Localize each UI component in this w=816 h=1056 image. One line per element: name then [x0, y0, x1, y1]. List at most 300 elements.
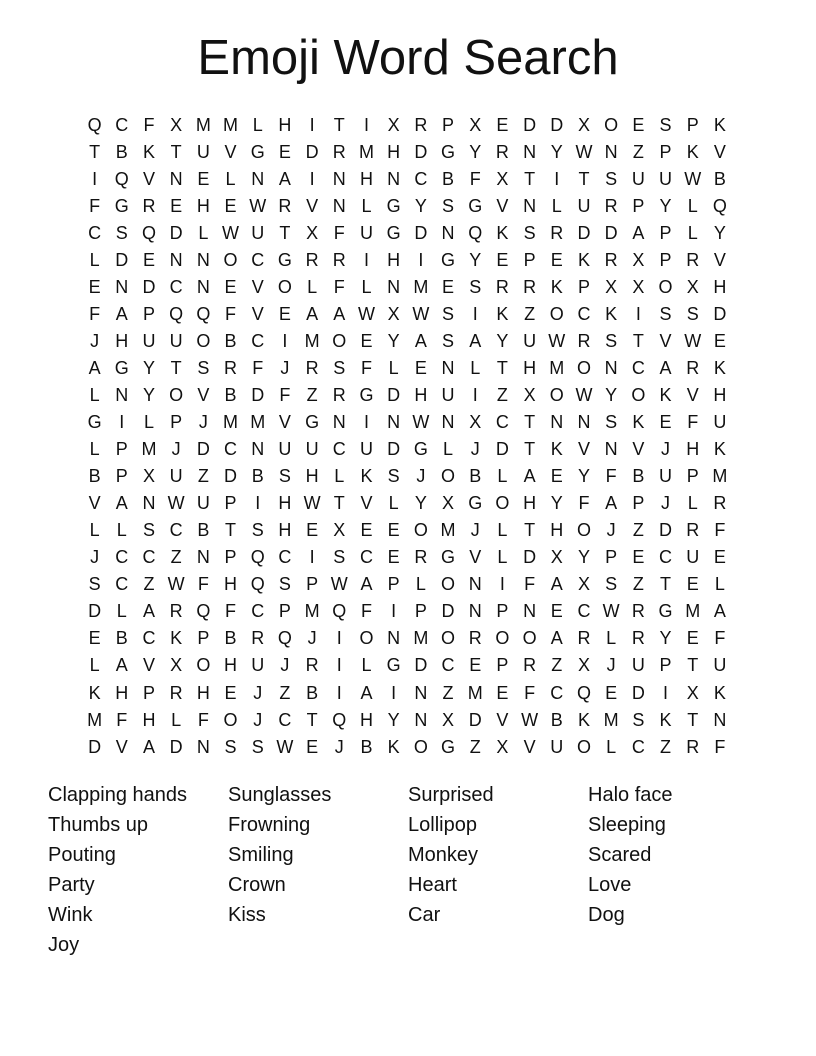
- grid-letter-r9c19: R: [577, 330, 591, 351]
- grid-letter-r7c21: X: [632, 276, 645, 297]
- grid-letter-r21c9: R: [305, 655, 319, 676]
- grid-letter-r2c9: D: [305, 141, 319, 162]
- grid-letter-r23c17: W: [521, 709, 539, 730]
- grid-letter-r12c5: J: [198, 412, 208, 433]
- word-list-column-1: [48, 780, 228, 960]
- grid-letter-r12c2: I: [119, 412, 125, 433]
- grid-letter-r7c18: K: [550, 276, 563, 297]
- grid-letter-r7c22: O: [658, 276, 673, 297]
- word-item: Car: [408, 904, 441, 926]
- grid-letter-r24c22: Z: [660, 736, 672, 757]
- grid-letter-r18c12: P: [387, 574, 400, 595]
- grid-letter-r21c6: H: [224, 655, 238, 676]
- grid-letter-r9c10: O: [332, 330, 347, 351]
- grid-letter-r13c7: N: [251, 439, 265, 460]
- grid-letter-r12c15: X: [469, 412, 482, 433]
- word-item: Halo face: [588, 784, 673, 806]
- grid-letter-r11c4: O: [169, 384, 184, 405]
- word-item: Smiling: [228, 844, 294, 866]
- grid-letter-r20c2: B: [115, 628, 128, 649]
- grid-letter-r17c23: U: [686, 547, 700, 568]
- grid-letter-r16c6: T: [225, 520, 237, 541]
- grid-letter-r2c17: N: [523, 141, 537, 162]
- grid-letter-r3c14: B: [442, 168, 455, 189]
- grid-letter-r22c2: H: [115, 682, 129, 703]
- grid-letter-r5c24: Y: [713, 222, 726, 243]
- grid-letter-r7c2: N: [115, 276, 129, 297]
- grid-letter-r17c18: X: [550, 547, 563, 568]
- grid-letter-r12c22: E: [659, 412, 672, 433]
- grid-letter-r21c21: U: [631, 655, 645, 676]
- grid-letter-r17c22: C: [659, 547, 673, 568]
- grid-letter-r12c18: N: [550, 412, 564, 433]
- grid-letter-r14c9: H: [305, 466, 319, 487]
- grid-letter-r1c8: H: [278, 114, 292, 135]
- grid-letter-r18c13: L: [415, 574, 426, 595]
- grid-letter-r13c14: L: [443, 439, 454, 460]
- grid-letter-r2c20: N: [604, 141, 618, 162]
- grid-letter-r13c24: K: [713, 439, 726, 460]
- grid-letter-r3c1: I: [92, 168, 98, 189]
- grid-letter-r14c21: B: [632, 466, 645, 487]
- grid-letter-r14c20: F: [605, 466, 617, 487]
- grid-letter-r5c3: Q: [141, 222, 156, 243]
- grid-letter-r5c10: F: [333, 222, 345, 243]
- word-item: Monkey: [408, 844, 479, 866]
- grid-letter-r13c3: M: [141, 439, 157, 460]
- grid-letter-r6c10: R: [332, 249, 346, 270]
- grid-letter-r14c6: D: [224, 466, 238, 487]
- grid-letter-r1c13: R: [414, 114, 428, 135]
- grid-letter-r18c8: S: [278, 574, 291, 595]
- grid-letter-r6c15: Y: [469, 249, 482, 270]
- grid-letter-r24c18: U: [550, 736, 564, 757]
- grid-letter-r11c1: L: [89, 384, 100, 405]
- grid-letter-r2c22: P: [659, 141, 672, 162]
- grid-letter-r15c4: W: [167, 493, 185, 514]
- grid-letter-r9c6: B: [224, 330, 237, 351]
- grid-letter-r17c3: C: [142, 547, 156, 568]
- grid-letter-r17c2: C: [115, 547, 129, 568]
- grid-letter-r23c12: Y: [387, 709, 400, 730]
- grid-letter-r18c10: W: [330, 574, 348, 595]
- grid-letter-r12c14: N: [441, 412, 455, 433]
- grid-letter-r10c20: N: [604, 357, 618, 378]
- grid-letter-r14c10: L: [334, 466, 345, 487]
- grid-letter-r4c13: Y: [414, 195, 427, 216]
- word-item: Crown: [228, 874, 286, 896]
- grid-letter-r9c4: U: [169, 330, 183, 351]
- grid-letter-r20c23: E: [686, 628, 699, 649]
- grid-letter-r17c14: G: [441, 547, 456, 568]
- grid-letter-r11c5: V: [197, 384, 210, 405]
- grid-letter-r13c18: K: [550, 439, 563, 460]
- grid-letter-r1c7: L: [252, 114, 263, 135]
- grid-letter-r16c23: R: [686, 520, 700, 541]
- grid-letter-r18c1: S: [88, 574, 101, 595]
- grid-letter-r10c19: O: [576, 357, 591, 378]
- grid-letter-r1c20: O: [604, 114, 619, 135]
- grid-letter-r24c23: R: [686, 736, 700, 757]
- grid-letter-r24c20: L: [606, 736, 617, 757]
- grid-letter-r9c15: A: [469, 330, 482, 351]
- grid-letter-r23c22: K: [659, 709, 672, 730]
- grid-letter-r13c17: T: [524, 439, 536, 460]
- grid-letter-r15c22: J: [661, 493, 671, 514]
- word-item: Pouting: [48, 844, 116, 866]
- grid-letter-r21c7: U: [251, 655, 265, 676]
- grid-letter-r18c11: A: [360, 574, 373, 595]
- grid-letter-r13c6: C: [224, 439, 238, 460]
- grid-letter-r20c3: C: [142, 628, 156, 649]
- grid-letter-r4c21: P: [632, 195, 645, 216]
- grid-letter-r23c7: J: [253, 709, 263, 730]
- grid-letter-r9c1: J: [90, 330, 100, 351]
- grid-letter-r23c8: C: [278, 709, 292, 730]
- grid-letter-r23c14: X: [442, 709, 455, 730]
- grid-letter-r4c19: U: [577, 195, 591, 216]
- grid-letter-r10c17: H: [523, 357, 537, 378]
- grid-letter-r17c5: N: [196, 547, 210, 568]
- grid-letter-r14c5: Z: [197, 466, 209, 487]
- grid-letter-r21c13: D: [414, 655, 428, 676]
- grid-letter-r4c20: R: [604, 195, 618, 216]
- grid-letter-r1c18: D: [550, 114, 564, 135]
- grid-letter-r9c3: U: [142, 330, 156, 351]
- word-item: Sunglasses: [228, 784, 332, 806]
- grid-letter-r6c16: E: [496, 249, 509, 270]
- grid-letter-r24c1: D: [88, 736, 102, 757]
- grid-letter-r24c4: D: [169, 736, 183, 757]
- grid-letter-r12c8: V: [278, 412, 291, 433]
- grid-letter-r3c24: B: [713, 168, 726, 189]
- grid-letter-r22c8: Z: [279, 682, 291, 703]
- grid-letter-r18c6: H: [224, 574, 238, 595]
- grid-letter-r7c14: E: [442, 276, 455, 297]
- grid-letter-r1c15: X: [469, 114, 482, 135]
- grid-letter-r24c6: S: [224, 736, 237, 757]
- grid-letter-r13c16: D: [495, 439, 509, 460]
- grid-letter-r7c10: F: [333, 276, 345, 297]
- grid-letter-r15c5: U: [196, 493, 210, 514]
- grid-letter-r3c3: V: [142, 168, 155, 189]
- grid-letter-r7c7: V: [251, 276, 264, 297]
- grid-letter-r1c23: P: [686, 114, 699, 135]
- grid-letter-r9c8: I: [282, 330, 288, 351]
- grid-letter-r12c6: M: [223, 412, 239, 433]
- grid-letter-r2c19: W: [575, 141, 593, 162]
- grid-letter-r9c9: M: [304, 330, 320, 351]
- grid-letter-r22c20: E: [605, 682, 618, 703]
- grid-letter-r10c24: K: [713, 357, 726, 378]
- grid-letter-r17c21: E: [632, 547, 645, 568]
- word-item: Scared: [588, 844, 652, 866]
- grid-letter-r11c20: Y: [605, 384, 618, 405]
- grid-letter-r3c20: S: [605, 168, 618, 189]
- grid-letter-r7c24: H: [713, 276, 727, 297]
- grid-letter-r8c8: E: [278, 303, 291, 324]
- grid-letter-r5c19: D: [577, 222, 591, 243]
- grid-letter-r23c23: T: [687, 709, 699, 730]
- grid-letter-r3c12: N: [387, 168, 401, 189]
- grid-letter-r19c14: D: [441, 601, 455, 622]
- grid-letter-r3c2: Q: [114, 168, 129, 189]
- grid-letter-r24c9: E: [306, 736, 319, 757]
- grid-letter-r24c15: Z: [469, 736, 481, 757]
- grid-letter-r16c12: E: [387, 520, 400, 541]
- grid-letter-r6c13: I: [418, 249, 424, 270]
- grid-letter-r16c9: E: [306, 520, 319, 541]
- grid-letter-r5c2: S: [115, 222, 128, 243]
- grid-letter-r8c20: K: [605, 303, 618, 324]
- grid-letter-r11c18: O: [549, 384, 564, 405]
- grid-letter-r5c7: U: [251, 222, 265, 243]
- grid-letter-r10c6: R: [224, 357, 238, 378]
- grid-letter-r20c20: L: [606, 628, 617, 649]
- grid-letter-r22c3: P: [142, 682, 155, 703]
- grid-letter-r12c20: S: [605, 412, 618, 433]
- grid-letter-r16c10: X: [333, 520, 346, 541]
- word-item: Frowning: [228, 814, 311, 836]
- grid-letter-r2c16: R: [495, 141, 509, 162]
- grid-letter-r23c13: N: [414, 709, 428, 730]
- grid-letter-r24c8: W: [276, 736, 294, 757]
- grid-letter-r17c16: L: [497, 547, 508, 568]
- grid-letter-r1c19: X: [577, 114, 590, 135]
- grid-letter-r1c6: M: [223, 114, 239, 135]
- grid-letter-r13c21: V: [632, 439, 645, 460]
- grid-letter-r3c22: U: [659, 168, 673, 189]
- grid-letter-r13c13: G: [413, 439, 428, 460]
- grid-letter-r3c13: C: [414, 168, 428, 189]
- grid-letter-r18c14: O: [441, 574, 456, 595]
- grid-letter-r2c4: T: [170, 141, 182, 162]
- grid-letter-r24c7: S: [251, 736, 264, 757]
- grid-letter-r16c22: D: [659, 520, 673, 541]
- grid-letter-r5c9: X: [306, 222, 319, 243]
- grid-letter-r19c16: P: [496, 601, 509, 622]
- grid-letter-r10c14: N: [441, 357, 455, 378]
- grid-letter-r16c2: L: [116, 520, 127, 541]
- grid-letter-r2c24: V: [713, 141, 726, 162]
- grid-letter-r18c20: S: [605, 574, 618, 595]
- grid-letter-r15c15: G: [468, 493, 483, 514]
- grid-letter-r8c17: Z: [524, 303, 536, 324]
- grid-letter-r2c18: Y: [550, 141, 563, 162]
- grid-letter-r3c21: U: [631, 168, 645, 189]
- grid-letter-r7c17: R: [523, 276, 537, 297]
- grid-letter-r18c3: Z: [143, 574, 155, 595]
- grid-letter-r1c11: I: [363, 114, 369, 135]
- grid-letter-r12c16: C: [495, 412, 509, 433]
- word-item: Wink: [48, 904, 93, 926]
- grid-letter-r8c13: W: [412, 303, 430, 324]
- grid-letter-r10c7: F: [252, 357, 264, 378]
- grid-letter-r10c1: A: [88, 357, 101, 378]
- grid-letter-r13c5: D: [196, 439, 210, 460]
- grid-letter-r16c20: J: [606, 520, 616, 541]
- grid-letter-r21c17: R: [523, 655, 537, 676]
- grid-letter-r13c8: U: [278, 439, 292, 460]
- grid-letter-r17c19: Y: [577, 547, 590, 568]
- grid-letter-r19c10: Q: [332, 601, 347, 622]
- grid-letter-r12c19: N: [577, 412, 591, 433]
- grid-letter-r8c19: C: [577, 303, 591, 324]
- grid-letter-r10c23: R: [686, 357, 700, 378]
- grid-letter-r9c22: V: [659, 330, 672, 351]
- grid-letter-r5c6: W: [222, 222, 240, 243]
- grid-letter-r21c5: O: [196, 655, 211, 676]
- grid-letter-r6c12: H: [387, 249, 401, 270]
- grid-letter-r14c19: Y: [577, 466, 590, 487]
- grid-letter-r9c13: A: [414, 330, 427, 351]
- grid-letter-r23c4: L: [171, 709, 182, 730]
- grid-letter-r3c15: F: [469, 168, 481, 189]
- grid-letter-r14c1: B: [88, 466, 101, 487]
- grid-letter-r15c6: P: [224, 493, 237, 514]
- grid-letter-r14c4: U: [169, 466, 183, 487]
- grid-letter-r4c8: R: [278, 195, 292, 216]
- grid-letter-r16c4: C: [169, 520, 183, 541]
- grid-letter-r22c10: I: [336, 682, 342, 703]
- grid-letter-r23c9: T: [306, 709, 318, 730]
- grid-letter-r22c12: I: [391, 682, 397, 703]
- word-item: Surprised: [408, 784, 494, 806]
- grid-letter-r3c8: A: [278, 168, 291, 189]
- grid-letter-r11c11: G: [359, 384, 374, 405]
- grid-letter-r13c9: U: [305, 439, 319, 460]
- grid-letter-r7c11: L: [361, 276, 372, 297]
- grid-letter-r1c12: X: [387, 114, 400, 135]
- grid-letter-r20c18: A: [550, 628, 563, 649]
- grid-letter-r12c17: T: [524, 412, 536, 433]
- grid-letter-r12c23: F: [687, 412, 699, 433]
- grid-letter-r7c23: X: [686, 276, 699, 297]
- grid-letter-r6c17: P: [523, 249, 536, 270]
- grid-letter-r3c17: T: [524, 168, 536, 189]
- grid-letter-r21c3: V: [142, 655, 155, 676]
- grid-letter-r6c8: G: [277, 249, 292, 270]
- grid-letter-r15c11: V: [360, 493, 373, 514]
- grid-letter-r10c22: A: [659, 357, 672, 378]
- grid-letter-r6c1: L: [89, 249, 100, 270]
- grid-letter-r5c16: K: [496, 222, 509, 243]
- grid-letter-r15c24: R: [713, 493, 727, 514]
- grid-letter-r15c1: V: [88, 493, 101, 514]
- grid-letter-r24c11: B: [360, 736, 373, 757]
- grid-letter-r23c10: Q: [332, 709, 347, 730]
- grid-letter-r17c9: I: [309, 547, 315, 568]
- grid-letter-r20c17: O: [522, 628, 537, 649]
- grid-letter-r16c14: M: [440, 520, 456, 541]
- grid-letter-r11c8: F: [279, 384, 291, 405]
- grid-letter-r10c5: S: [197, 357, 210, 378]
- grid-letter-r7c1: E: [88, 276, 101, 297]
- grid-letter-r13c1: L: [89, 439, 100, 460]
- grid-letter-r2c21: Z: [632, 141, 644, 162]
- grid-letter-r22c9: B: [306, 682, 319, 703]
- grid-letter-r17c17: D: [523, 547, 537, 568]
- grid-letter-r2c7: G: [250, 141, 265, 162]
- grid-letter-r22c5: H: [196, 682, 210, 703]
- grid-letter-r7c8: O: [277, 276, 292, 297]
- grid-letter-r7c12: N: [387, 276, 401, 297]
- grid-letter-r20c1: E: [88, 628, 101, 649]
- grid-letter-r15c7: I: [255, 493, 261, 514]
- grid-letter-r6c14: G: [441, 249, 456, 270]
- grid-letter-r19c19: C: [577, 601, 591, 622]
- word-item: Joy: [48, 934, 80, 956]
- grid-letter-r16c17: T: [524, 520, 536, 541]
- word-search-grid: [81, 111, 734, 760]
- grid-letter-r14c15: B: [469, 466, 482, 487]
- grid-letter-r7c4: C: [169, 276, 183, 297]
- grid-letter-r4c14: S: [442, 195, 455, 216]
- grid-letter-r11c14: U: [441, 384, 455, 405]
- grid-letter-r16c16: L: [497, 520, 508, 541]
- grid-letter-r20c22: Y: [659, 628, 672, 649]
- grid-letter-r8c21: I: [635, 303, 641, 324]
- grid-letter-r5c21: A: [632, 222, 645, 243]
- grid-letter-r20c15: R: [468, 628, 482, 649]
- grid-letter-r10c2: G: [114, 357, 129, 378]
- grid-letter-r15c16: O: [495, 493, 510, 514]
- grid-letter-r21c15: E: [469, 655, 482, 676]
- grid-letter-r8c10: A: [333, 303, 346, 324]
- grid-letter-r5c22: P: [659, 222, 672, 243]
- grid-letter-r24c16: X: [496, 736, 509, 757]
- grid-letter-r12c10: N: [332, 412, 346, 433]
- grid-letter-r21c20: J: [606, 655, 616, 676]
- grid-letter-r14c3: X: [142, 466, 155, 487]
- word-list-column-2: [228, 780, 408, 960]
- grid-letter-r23c3: H: [142, 709, 156, 730]
- grid-letter-r24c21: C: [631, 736, 645, 757]
- grid-letter-r14c13: J: [416, 466, 426, 487]
- grid-letter-r16c11: E: [360, 520, 373, 541]
- grid-letter-r2c23: K: [686, 141, 699, 162]
- grid-letter-r9c23: W: [684, 330, 702, 351]
- grid-letter-r1c10: T: [333, 114, 345, 135]
- grid-letter-r8c18: O: [549, 303, 564, 324]
- grid-letter-r19c9: M: [304, 601, 320, 622]
- grid-letter-r12c9: G: [305, 412, 320, 433]
- grid-letter-r2c6: V: [224, 141, 237, 162]
- grid-letter-r18c5: F: [197, 574, 209, 595]
- grid-letter-r14c22: U: [659, 466, 673, 487]
- grid-letter-r5c17: S: [523, 222, 536, 243]
- word-item: Clapping hands: [48, 784, 187, 806]
- grid-letter-r20c9: J: [307, 628, 317, 649]
- word-item: Love: [588, 874, 632, 896]
- grid-letter-r23c24: N: [713, 709, 727, 730]
- grid-letter-r18c23: E: [686, 574, 699, 595]
- grid-letter-r4c11: L: [361, 195, 372, 216]
- grid-letter-r17c7: Q: [250, 547, 265, 568]
- grid-letter-r15c20: A: [605, 493, 618, 514]
- grid-letter-r6c22: P: [659, 249, 672, 270]
- grid-letter-r19c1: D: [88, 601, 102, 622]
- grid-letter-r11c7: D: [251, 384, 265, 405]
- grid-letter-r21c14: C: [441, 655, 455, 676]
- grid-letter-r11c6: B: [224, 384, 237, 405]
- grid-letter-r4c5: H: [196, 195, 210, 216]
- grid-letter-r24c5: N: [196, 736, 210, 757]
- grid-letter-r5c13: D: [414, 222, 428, 243]
- grid-letter-r19c20: W: [602, 601, 620, 622]
- grid-letter-r2c10: R: [332, 141, 346, 162]
- grid-letter-r6c5: N: [196, 249, 210, 270]
